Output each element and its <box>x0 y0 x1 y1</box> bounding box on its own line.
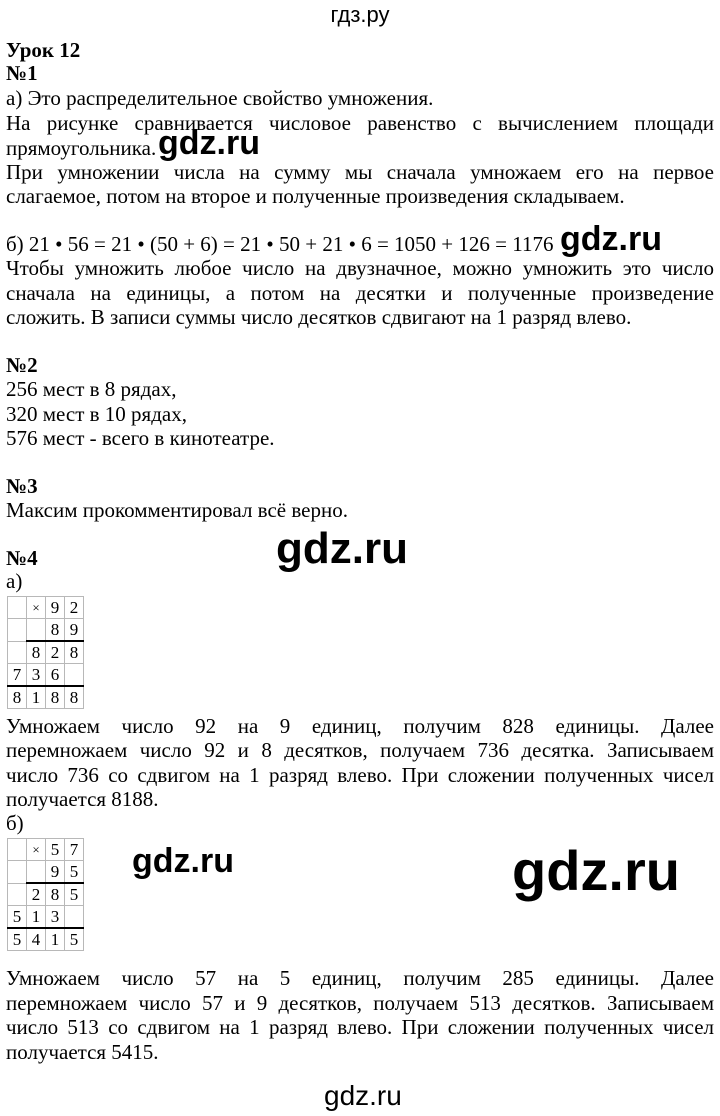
task-4b-multiplication-grid <box>7 838 84 951</box>
multiply-sign: × <box>27 839 46 861</box>
watermark: gdz.ru <box>324 1080 402 1111</box>
grid-cell: 5 <box>65 883 84 906</box>
task-3-number: №3 <box>6 474 38 498</box>
grid-cell: 9 <box>46 597 65 619</box>
grid-cell: 5 <box>65 928 84 951</box>
watermark: gdz.ru <box>132 842 234 880</box>
grid-cell: 2 <box>65 597 84 619</box>
grid-cell: 5 <box>8 928 27 951</box>
task-4-number: №4 <box>6 546 38 570</box>
grid-cell <box>27 861 46 884</box>
task-1a-paragraph-1-line-2: прямоугольника. <box>6 136 157 160</box>
grid-cell <box>27 619 46 642</box>
task-1a-line: а) Это распределительное свойство умножения. <box>6 86 434 110</box>
task-2-line-3: 576 мест - всего в кинотеатре. <box>6 426 275 450</box>
site-header: гдз.ру <box>330 2 390 27</box>
task-1b-paragraph-line-3: сложить. В записи суммы число десятков сдвигают на 1 разряд влево. <box>6 305 632 329</box>
grid-cell: 8 <box>46 883 65 906</box>
watermark: gdz.ru <box>158 124 260 162</box>
grid-cell: 4 <box>27 928 46 951</box>
grid-cell: 7 <box>8 664 27 687</box>
grid-cell: 9 <box>65 619 84 642</box>
watermark: gdz.ru <box>276 524 408 573</box>
grid-cell: 2 <box>27 883 46 906</box>
task-4a-explanation-line-4: получается 8188. <box>6 787 159 811</box>
grid-cell <box>8 641 27 664</box>
multiply-sign: × <box>27 597 46 619</box>
grid-cell: 5 <box>8 906 27 929</box>
watermark: gdz.ru <box>560 220 662 258</box>
grid-cell: 1 <box>27 686 46 709</box>
grid-cell: 1 <box>46 928 65 951</box>
task-1a-paragraph-1-line-1: На рисунке сравнивается числовое равенство с вычислением площади <box>6 111 714 135</box>
grid-cell: 6 <box>46 664 65 687</box>
task-2-number: №2 <box>6 353 38 377</box>
task-1b-equation: б) 21 • 56 = 21 • (50 + 6) = 21 • 50 + 21 • 6 = 1050 + 126 = 1176 <box>6 232 554 256</box>
task-1-number: №1 <box>6 61 38 85</box>
task-4b-label: б) <box>6 811 24 835</box>
grid-cell <box>65 906 84 929</box>
task-1b-paragraph-line-1: Чтобы умножить любое число на двузначное, можно умножить это число <box>6 256 714 280</box>
grid-cell <box>65 664 84 687</box>
grid-cell <box>8 839 27 861</box>
task-4a-explanation-line-1: Умножаем число 92 на 9 единиц, получим 828 единицы. Далее <box>6 714 714 738</box>
task-1a-paragraph-2-line-2: слагаемое, потом на второе и полученные произведения складываем. <box>6 184 625 208</box>
grid-cell: 2 <box>46 641 65 664</box>
task-4b-explanation-line-2: перемножаем число 57 и 9 десятков, получаем 513 десятков. Записываем <box>6 991 714 1015</box>
task-4a-label: а) <box>6 569 23 593</box>
grid-cell <box>8 597 27 619</box>
grid-cell: 8 <box>46 686 65 709</box>
task-4b-explanation-line-3: число 513 со сдвигом на 1 разряд влево. При сложении полученных чисел <box>6 1015 714 1039</box>
task-1b-paragraph-line-2: сначала на единицы, а потом на десятки и полученные произведение <box>6 281 714 305</box>
grid-cell: 5 <box>65 861 84 884</box>
grid-cell: 3 <box>27 664 46 687</box>
task-4a-multiplication-grid <box>7 596 84 709</box>
lesson-title: Урок 12 <box>6 38 81 62</box>
task-1a-paragraph-2-line-1: При умножении числа на сумму мы сначала умножаем его на первое <box>6 160 714 184</box>
task-3-line-1: Максим прокомментировал всё верно. <box>6 498 348 522</box>
watermark: gdz.ru <box>512 839 680 902</box>
grid-cell: 7 <box>65 839 84 861</box>
grid-cell: 8 <box>27 641 46 664</box>
grid-cell <box>8 619 27 642</box>
grid-cell: 8 <box>65 641 84 664</box>
grid-cell: 1 <box>27 906 46 929</box>
grid-cell: 3 <box>46 906 65 929</box>
task-2-line-1: 256 мест в 8 рядах, <box>6 377 177 401</box>
task-4b-explanation-line-1: Умножаем число 57 на 5 единиц, получим 285 единицы. Далее <box>6 966 714 990</box>
task-4b-explanation-line-4: получается 5415. <box>6 1040 159 1064</box>
grid-cell: 9 <box>46 861 65 884</box>
grid-cell: 8 <box>46 619 65 642</box>
grid-cell: 8 <box>65 686 84 709</box>
grid-cell: 5 <box>46 839 65 861</box>
grid-cell <box>8 883 27 906</box>
task-4a-explanation-line-3: число 736 со сдвигом на 1 разряд влево. При сложении полученных чисел <box>6 763 714 787</box>
grid-cell: 8 <box>8 686 27 709</box>
grid-cell <box>8 861 27 884</box>
task-4a-explanation-line-2: перемножаем число 92 и 8 десятков, получаем 736 десятка. Записываем <box>6 738 714 762</box>
task-2-line-2: 320 мест в 10 рядах, <box>6 402 187 426</box>
